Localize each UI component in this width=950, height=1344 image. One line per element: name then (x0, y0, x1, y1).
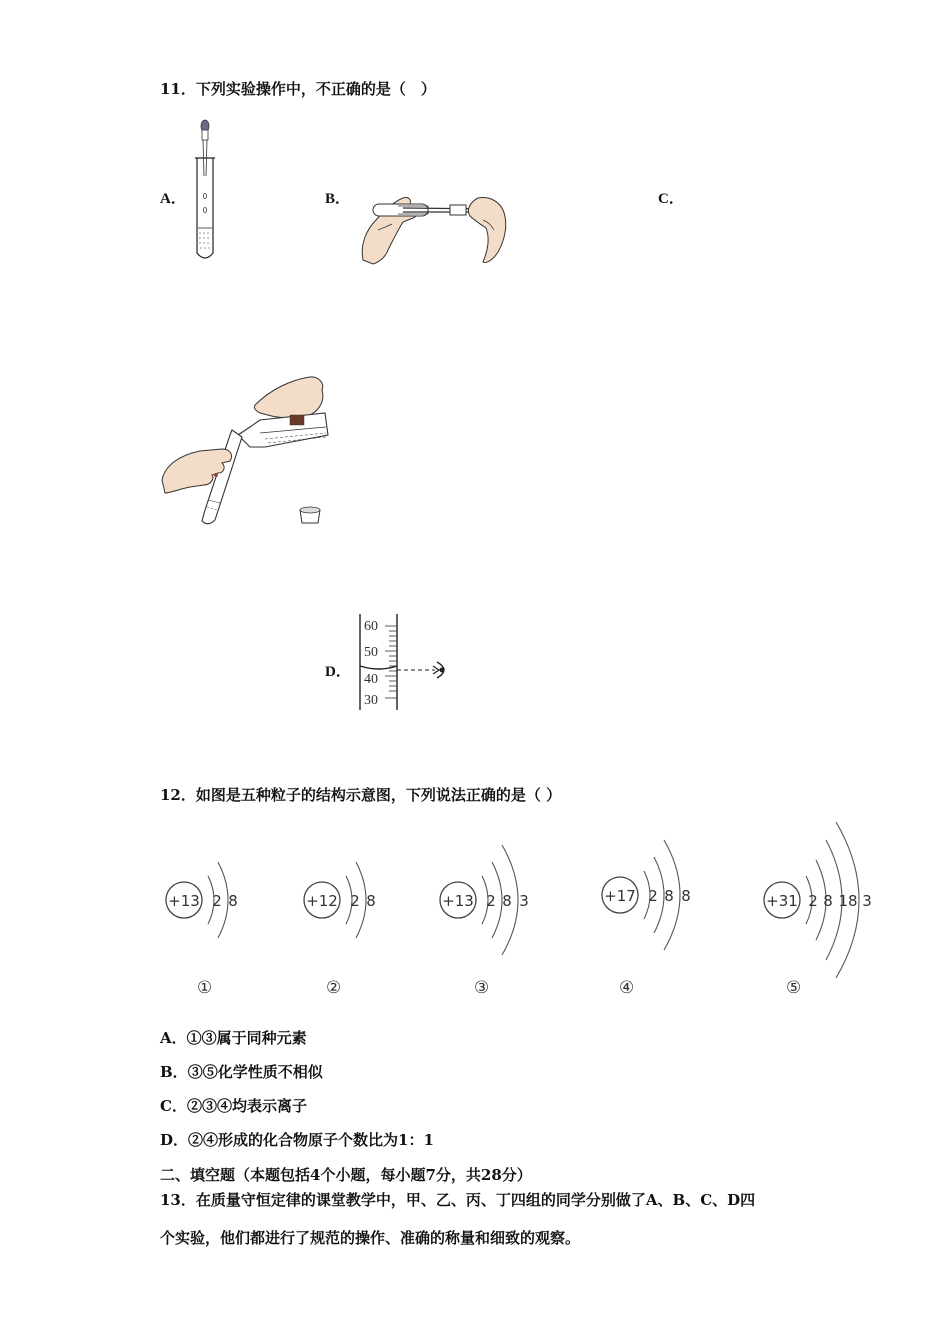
tick-30: 30 (364, 693, 378, 708)
particle-diagram-4 (598, 830, 708, 960)
particle-5-nucleus: +31 (766, 892, 798, 910)
particle-2-label: ② (326, 978, 342, 998)
particle-diagram-2 (298, 850, 388, 950)
particle-2-shell-1: 2 (350, 892, 360, 910)
pouring-liquid-illustration (160, 375, 340, 530)
q12-option-b-text: ③⑤化学性质不相似 (187, 1063, 323, 1081)
q12-option-c (160, 1095, 307, 1116)
particle-4-shell-3: 8 (681, 887, 691, 905)
dropper-test-tube-illustration (190, 118, 220, 263)
q12-option-d-text: ②④形成的化合物原子个数比为1：1 (188, 1131, 434, 1149)
q11-stem: 11．下列实验操作中，不正确的是（ ） (160, 80, 436, 98)
particle-3-label: ③ (474, 978, 490, 998)
particle-4-label: ④ (619, 978, 635, 998)
particle-3-shell-1: 2 (486, 892, 496, 910)
particle-3-shell-2: 8 (502, 892, 512, 910)
particle-4-shell-2: 8 (664, 887, 674, 905)
q12-option-c-letter: C． (160, 1097, 187, 1115)
q12-option-c-text: ②③④均表示离子 (186, 1097, 307, 1115)
particle-1-shell-2: 8 (228, 892, 238, 910)
q11-option-a-label: A． (160, 191, 186, 207)
q12-stem: 12．如图是五种粒子的结构示意图，下列说法正确的是（ ） (160, 786, 562, 804)
particle-diagram-3 (434, 835, 544, 965)
particle-3-nucleus: +13 (442, 892, 474, 910)
q12-option-b-letter: B． (160, 1063, 188, 1081)
particle-1-shell-1: 2 (212, 892, 222, 910)
tick-60: 60 (364, 619, 378, 634)
tick-50: 50 (364, 645, 378, 660)
particle-1-label: ① (197, 978, 213, 998)
particle-5-shell-3: 18 (838, 892, 858, 910)
q11-option-b-label: B． (325, 191, 351, 207)
q12-option-b (160, 1061, 323, 1082)
particle-2-shell-2: 8 (366, 892, 376, 910)
particle-4-shell-1: 2 (648, 887, 658, 905)
particle-5-shell-2: 8 (823, 892, 833, 910)
q12-option-a-text: ①③属于同种元素 (186, 1029, 307, 1047)
particle-4-nucleus: +17 (604, 887, 636, 905)
q12-option-a-letter: A． (160, 1029, 187, 1047)
particle-diagram-5 (758, 818, 888, 983)
graduated-cylinder-illustration (355, 612, 455, 712)
hands-tube-holder-illustration (358, 190, 508, 265)
q13-line-1: 13．在质量守恒定律的课堂教学中，甲、乙、丙、丁四组的同学分别做了A、B、C、D四 (160, 1191, 756, 1209)
particle-3-shell-3: 3 (519, 892, 529, 910)
particle-1-nucleus: +13 (168, 892, 200, 910)
q12-option-d-letter: D． (160, 1131, 189, 1149)
tick-40: 40 (364, 672, 378, 687)
q11-option-c-label: C． (658, 191, 684, 207)
q12-option-d (160, 1129, 434, 1150)
particle-5-shell-4: 3 (862, 892, 872, 910)
q12-option-a (160, 1027, 307, 1048)
particle-5-shell-1: 2 (808, 892, 818, 910)
q11-option-d-label: D． (325, 664, 351, 680)
section-heading: 二、填空题（本题包括4个小题，每小题7分，共28分） (160, 1166, 532, 1184)
particle-2-nucleus: +12 (306, 892, 338, 910)
particle-5-label: ⑤ (786, 978, 802, 998)
particle-diagram-1 (160, 850, 250, 950)
q13-line-2: 个实验，他们都进行了规范的操作、准确的称量和细致的观察。 (160, 1229, 581, 1247)
